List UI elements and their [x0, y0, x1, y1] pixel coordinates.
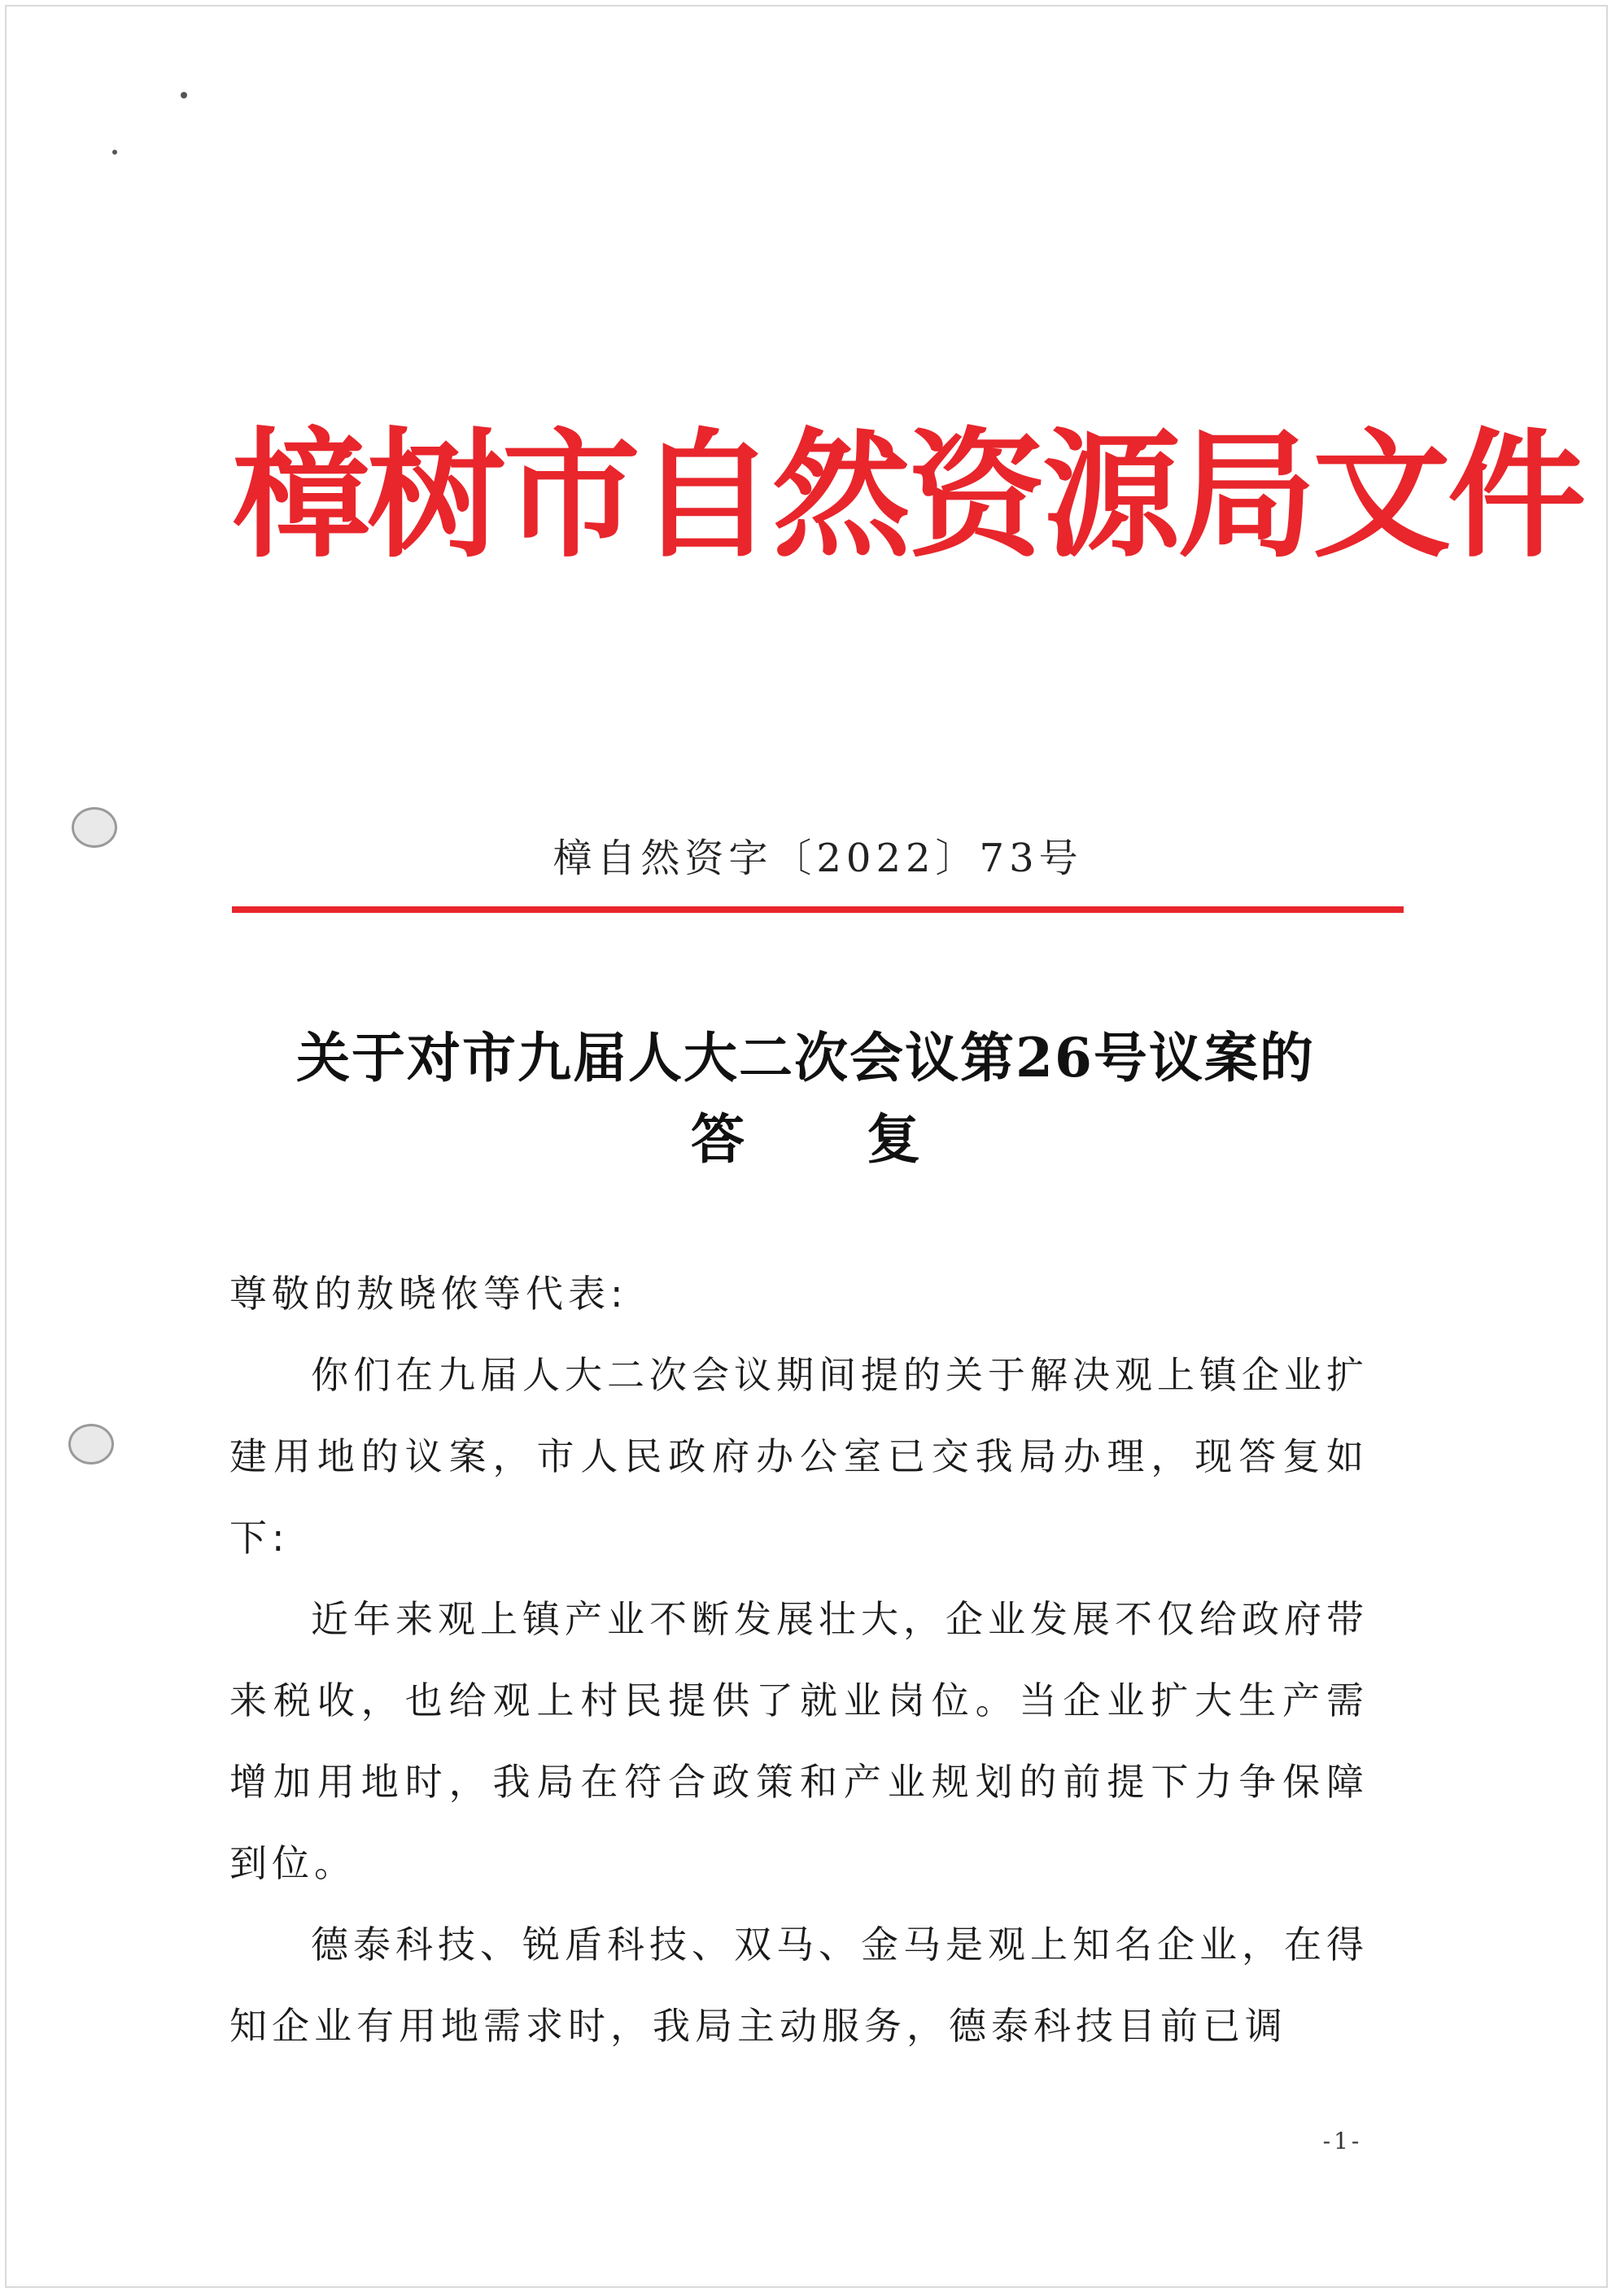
document-title-line-2: 答复: [691, 1107, 1042, 1171]
punch-hole: [72, 807, 117, 848]
body-paragraph: 近年来观上镇产业不断发展壮大，企业发展不仅给政府带来税收，也给观上村民提供了就业岗位。当企业扩大生产需增加用地时，我局在符合政策和产业规划的前提下力争保障到位。: [229, 1597, 1369, 1885]
punch-hole: [68, 1424, 114, 1464]
scan-speck: [181, 92, 187, 98]
salutation: 尊敬的敖晓侬等代表:: [229, 1272, 628, 1316]
scan-speck: [112, 150, 117, 155]
body-paragraph: 德泰科技、锐盾科技、双马、金马是观上知名企业，在得知企业有用地需求时，我局主动服务，德泰科技目前已调: [229, 1923, 1369, 2048]
document-title-line-1: 关于对市九届人大二次会议第26号议案的: [296, 1026, 1315, 1089]
red-divider-rule: [232, 906, 1404, 913]
page-number: -1-: [1322, 2128, 1363, 2154]
document-masthead: 樟树市自然资源局文件: [232, 416, 1583, 577]
document-number: 樟自然资字〔2022〕73号: [552, 836, 1083, 881]
body-paragraph: 你们在九届人大二次会议期间提的关于解决观上镇企业扩建用地的议案，市人民政府办公室已交我局办理，现答复如下:: [229, 1353, 1369, 1560]
